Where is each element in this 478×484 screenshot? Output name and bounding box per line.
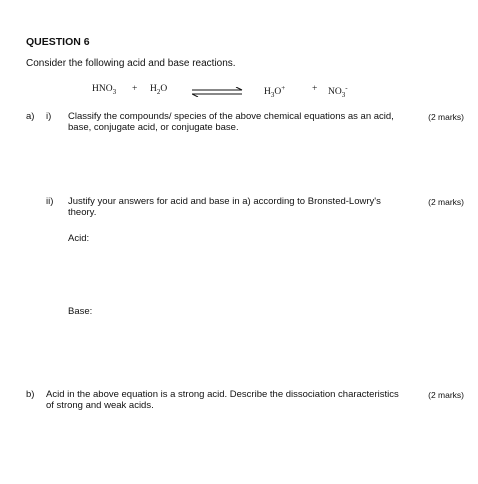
reactant-h2o: $H_2O$ xyxy=(150,84,168,96)
part-a-ii-text: Justify your answers for acid and base in a) according to Bronsted-Lowry's theory. xyxy=(68,196,381,218)
part-a-i-text: Classify the compounds/ species of the above chemical equations as an acid, base, conjugate acid, or conjugate base. xyxy=(68,111,394,133)
plus-sign: + xyxy=(312,84,318,94)
product-h3o: $H_3O^+$ xyxy=(264,84,286,100)
part-b-label: b) xyxy=(26,389,35,400)
equilibrium-arrow-icon xyxy=(192,87,244,97)
base-answer-label: Base: xyxy=(68,306,93,317)
part-a-label: a) xyxy=(26,111,35,122)
part-a-ii-marks: (2 marks) xyxy=(428,197,464,207)
acid-answer-label: Acid: xyxy=(68,233,90,244)
question-intro: Consider the following acid and base reactions. xyxy=(26,58,236,69)
plus-sign: + xyxy=(132,84,138,94)
part-a-i-marks: (2 marks) xyxy=(428,112,464,122)
chemical-equation xyxy=(92,84,392,100)
part-b-text: Acid in the above equation is a strong acid. Describe the dissociation characteristics of strong and weak acids. xyxy=(46,389,399,411)
part-a-ii-label: ii) xyxy=(46,196,54,207)
reactant-hno3: $HNO_3$ xyxy=(92,84,117,96)
part-a-i-label: i) xyxy=(46,111,52,122)
question-title: QUESTION 6 xyxy=(26,36,90,48)
product-no3: $NO_3^-$ xyxy=(328,84,348,100)
part-b-marks: (2 marks) xyxy=(428,390,464,400)
